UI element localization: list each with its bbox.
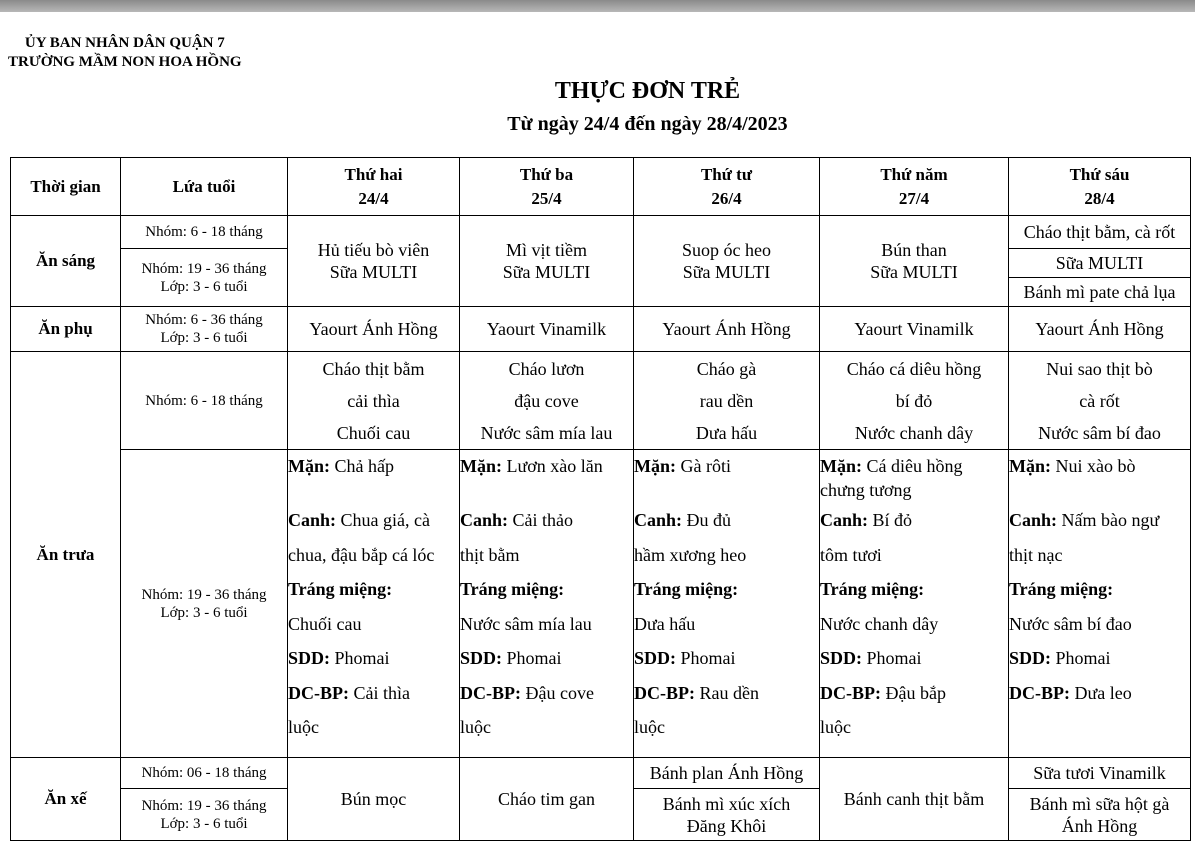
- day-date: 28/4: [1084, 188, 1115, 208]
- main-dish: [634, 450, 819, 503]
- org-line-1: ỦY BAN NHÂN DÂN QUẬN 7: [24, 35, 225, 51]
- dcbp-value-cont: luộc: [820, 717, 851, 737]
- top-bar: [0, 0, 1195, 12]
- afternoon-wed-1: Bánh plan Ánh Hồng: [634, 758, 820, 789]
- sdd-value: Phomai: [502, 648, 562, 668]
- label-canh: Canh:: [1009, 510, 1058, 530]
- sdd: [820, 641, 1008, 676]
- sdd: [1009, 641, 1190, 676]
- lunch-infant-wed: [634, 352, 820, 450]
- soup-value-cont: hầm xương heo: [634, 544, 747, 565]
- dcbp: [288, 676, 459, 711]
- dish: Nui sao thịt bò: [1046, 358, 1153, 379]
- dish: cải thìa: [347, 390, 400, 411]
- dish: Dưa hấu: [695, 422, 758, 443]
- afternoon-tue: Cháo tim gan: [460, 758, 634, 841]
- lunch-older-thu: [820, 450, 1009, 758]
- label-dcbp: DC-BP:: [634, 682, 695, 703]
- dcbp-value: Rau dền: [695, 682, 759, 703]
- dish: Cháo lươn: [508, 358, 585, 379]
- breakfast-fri-1: Cháo thịt bằm, cà rốt: [1009, 216, 1191, 249]
- afternoon-thu: Bánh canh thịt bằm: [820, 758, 1009, 841]
- dcbp-value: Dưa leo: [1070, 682, 1132, 703]
- afternoon-fri-1: Sữa tươi Vinamilk: [1009, 758, 1191, 789]
- dish: Ánh Hồng: [1061, 815, 1138, 836]
- label-trang-mieng: Tráng miệng:: [634, 579, 739, 599]
- sdd: [288, 641, 459, 676]
- label-sdd: SDD:: [634, 648, 677, 668]
- dcbp: [634, 676, 819, 711]
- day-name: Thứ hai: [344, 164, 403, 184]
- col-age-header: Lứa tuổi: [121, 158, 288, 216]
- snack-wed: Yaourt Ánh Hồng: [634, 307, 820, 352]
- breakfast-tue: [460, 216, 634, 307]
- label-dcbp: DC-BP:: [1009, 682, 1070, 703]
- meal-snack: Ăn phụ: [11, 307, 121, 352]
- age-group: Nhóm: 6 - 18 tháng: [121, 216, 288, 249]
- soup-value-cont: tôm tươi: [820, 544, 882, 565]
- lunch-row-older: [11, 450, 1191, 758]
- sdd: [460, 641, 633, 676]
- label-canh: Canh:: [460, 510, 509, 530]
- main-dish: [460, 450, 633, 503]
- main-dish-value: Nui xào bò: [1051, 456, 1136, 476]
- day-name: Thứ ba: [519, 164, 574, 184]
- lunch-older-fri: [1009, 450, 1191, 758]
- afternoon-row-1: [11, 758, 1191, 789]
- main-dish-value: Gà rôti: [676, 456, 731, 476]
- meal-afternoon: Ăn xế: [11, 758, 121, 841]
- day-name: Thứ tư: [700, 164, 753, 184]
- soup-value-cont: thịt bằm: [460, 544, 520, 565]
- dcbp: [460, 676, 633, 711]
- dcbp-value-cont: luộc: [288, 717, 319, 737]
- label-man: Mặn:: [820, 456, 862, 476]
- afternoon-fri-2: [1009, 789, 1191, 841]
- day-date: 24/4: [358, 188, 389, 208]
- breakfast-mon: [288, 216, 460, 307]
- age-group-line: Nhóm: 19 - 36 tháng: [141, 586, 267, 603]
- meal-lunch: Ăn trưa: [11, 352, 121, 758]
- snack-row: [11, 307, 1191, 352]
- label-man: Mặn:: [460, 456, 502, 476]
- day-header-mon: [288, 158, 460, 216]
- lunch-infant-tue: [460, 352, 634, 450]
- col-time-header: Thời gian: [11, 158, 121, 216]
- age-group-line: Nhóm: 19 - 36 tháng: [141, 260, 267, 277]
- soup-value: Cải thảo: [508, 510, 574, 530]
- main-dish: [1009, 450, 1190, 503]
- afternoon-mon: Bún mọc: [288, 758, 460, 841]
- age-group: Nhóm: 6 - 18 tháng: [121, 352, 288, 450]
- label-trang-mieng: Tráng miệng:: [460, 579, 565, 599]
- snack-tue: Yaourt Vinamilk: [460, 307, 634, 352]
- age-group-line: Lớp: 3 - 6 tuổi: [160, 278, 248, 295]
- meal-breakfast: Ăn sáng: [11, 216, 121, 307]
- day-header-wed: [634, 158, 820, 216]
- afternoon-wed-2: [634, 789, 820, 841]
- day-date: 25/4: [531, 188, 562, 208]
- dcbp-value-cont: [1009, 710, 1190, 745]
- dish: Nước sâm bí đao: [1038, 422, 1161, 443]
- dessert-value: Nước sâm mía lau: [460, 613, 592, 634]
- snack-mon: Yaourt Ánh Hồng: [288, 307, 460, 352]
- lunch-infant-thu: [820, 352, 1009, 450]
- label-man: Mặn:: [634, 456, 676, 476]
- dish: Nước chanh dây: [854, 422, 974, 443]
- dcbp-value-cont: luộc: [460, 717, 491, 737]
- label-canh: Canh:: [820, 510, 869, 530]
- label-man: Mặn:: [288, 456, 330, 476]
- dish: Bánh mì sữa hột gà: [1029, 793, 1170, 814]
- label-dcbp: DC-BP:: [460, 682, 521, 703]
- dish: Bún than: [881, 240, 947, 260]
- dish: Bánh mì xúc xích: [662, 793, 791, 814]
- dessert-value: Chuối cau: [288, 613, 362, 634]
- dish: Đăng Khôi: [686, 815, 767, 836]
- dish: Cháo thịt bằm: [322, 358, 425, 379]
- dish: Suop óc heo: [682, 240, 771, 260]
- day-date: 27/4: [898, 188, 930, 208]
- lunch-infant-mon: [288, 352, 460, 450]
- label-dcbp: DC-BP:: [820, 682, 881, 703]
- soup: [1009, 503, 1190, 538]
- header-row: [11, 158, 1191, 216]
- main-dish: [820, 450, 1008, 503]
- breakfast-fri-2: Sữa MULTI: [1009, 249, 1191, 278]
- label-canh: Canh:: [288, 510, 337, 530]
- soup: [460, 503, 633, 538]
- age-group: Nhóm: 06 - 18 tháng: [121, 758, 288, 789]
- soup-value: Bí đỏ: [868, 510, 913, 530]
- sdd-value: Phomai: [862, 648, 922, 668]
- menu-table: [10, 157, 1191, 841]
- dish: Sữa MULTI: [682, 262, 771, 282]
- day-header-fri: [1009, 158, 1191, 216]
- age-group-line: Lớp: 3 - 6 tuổi: [160, 330, 248, 346]
- label-man: Mặn:: [1009, 456, 1051, 476]
- age-group: [121, 789, 288, 841]
- main-dish-value: Chả hấp: [330, 456, 394, 476]
- dish: Mì vịt tiềm: [506, 240, 587, 260]
- main-dish-value: Cá diêu hồng chưng tương: [820, 456, 963, 500]
- label-canh: Canh:: [634, 510, 683, 530]
- snack-fri: Yaourt Ánh Hồng: [1009, 307, 1191, 352]
- label-sdd: SDD:: [820, 648, 863, 668]
- dessert-label: [288, 572, 459, 607]
- lunch-row-infant: [11, 352, 1191, 450]
- dish: cà rốt: [1079, 390, 1120, 411]
- breakfast-thu: [820, 216, 1009, 307]
- sdd-value: Phomai: [1051, 648, 1111, 668]
- dessert-label: [460, 572, 633, 607]
- soup-value-cont: chua, đậu bắp cá lóc: [288, 544, 435, 565]
- dcbp: [820, 676, 1008, 711]
- dcbp-value-cont: luộc: [634, 717, 665, 737]
- soup-value: Đu đủ: [682, 510, 732, 530]
- dish: bí đỏ: [895, 390, 933, 411]
- page-title: THỰC ĐƠN TRẺ: [554, 78, 741, 104]
- age-group-line: Nhóm: 19 - 36 tháng: [141, 797, 267, 814]
- dish: Chuối cau: [336, 422, 411, 443]
- dish: Hủ tiếu bò viên: [317, 240, 430, 260]
- age-group-line: Nhóm: 6 - 36 tháng: [145, 312, 263, 328]
- dessert-label: [1009, 572, 1190, 607]
- label-dcbp: DC-BP:: [288, 682, 349, 703]
- label-trang-mieng: Tráng miệng:: [1009, 579, 1114, 599]
- dish: rau dền: [699, 390, 754, 411]
- label-sdd: SDD:: [460, 648, 503, 668]
- soup: [820, 503, 1008, 538]
- organization-header: [8, 34, 242, 72]
- age-group: [121, 450, 288, 758]
- dcbp-value: Đậu cove: [521, 682, 594, 703]
- label-trang-mieng: Tráng miệng:: [288, 579, 393, 599]
- sdd-value: Phomai: [676, 648, 736, 668]
- day-header-thu: [820, 158, 1009, 216]
- label-trang-mieng: Tráng miệng:: [820, 579, 925, 599]
- dish: Sữa MULTI: [329, 262, 418, 282]
- sdd: [634, 641, 819, 676]
- dcbp-value: Đậu bắp: [881, 682, 946, 703]
- lunch-infant-fri: [1009, 352, 1191, 450]
- label-sdd: SDD:: [1009, 648, 1052, 668]
- lunch-older-mon: [288, 450, 460, 758]
- dish: Nước sâm mía lau: [480, 422, 613, 443]
- dcbp: [1009, 676, 1190, 711]
- day-name: Thứ năm: [880, 164, 948, 184]
- dessert-value: Dưa hấu: [634, 613, 696, 634]
- breakfast-fri-3: Bánh mì pate chả lụa: [1009, 278, 1191, 307]
- dessert-value: Nước chanh dây: [820, 613, 939, 634]
- soup-value-cont: thịt nạc: [1009, 544, 1063, 565]
- label-sdd: SDD:: [288, 648, 331, 668]
- sdd-value: Phomai: [330, 648, 390, 668]
- age-group-line: Lớp: 3 - 6 tuổi: [160, 815, 248, 832]
- snack-thu: Yaourt Vinamilk: [820, 307, 1009, 352]
- breakfast-wed: [634, 216, 820, 307]
- day-name: Thứ sáu: [1069, 164, 1130, 184]
- dish: Cháo cá diêu hồng: [846, 358, 982, 379]
- soup: [634, 503, 819, 538]
- dcbp-value: Cải thìa: [349, 682, 410, 703]
- dessert-label: [820, 572, 1008, 607]
- day-date: 26/4: [711, 188, 742, 208]
- soup-value: Nấm bào ngư: [1057, 510, 1160, 530]
- lunch-older-wed: [634, 450, 820, 758]
- soup-value: Chua giá, cà: [336, 510, 430, 530]
- age-group-line: Lớp: 3 - 6 tuổi: [160, 604, 248, 621]
- dish: Cháo gà: [696, 358, 757, 379]
- dessert-label: [634, 572, 819, 607]
- dish: Sữa MULTI: [870, 262, 958, 282]
- age-group: [121, 249, 288, 307]
- breakfast-row-1: [11, 216, 1191, 249]
- dessert-value: Nước sâm bí đao: [1009, 613, 1132, 634]
- day-header-tue: [460, 158, 634, 216]
- main-dish-value: Lươn xào lăn: [502, 456, 603, 476]
- dish: Sữa MULTI: [502, 262, 591, 282]
- main-dish: [288, 450, 459, 503]
- age-group: [121, 307, 288, 352]
- org-line-2: TRƯỜNG MẦM NON HOA HỒNG: [8, 54, 242, 70]
- page-subtitle: Từ ngày 24/4 đến ngày 28/4/2023: [507, 113, 788, 135]
- lunch-older-tue: [460, 450, 634, 758]
- soup: [288, 503, 459, 538]
- dish: đậu cove: [514, 390, 579, 411]
